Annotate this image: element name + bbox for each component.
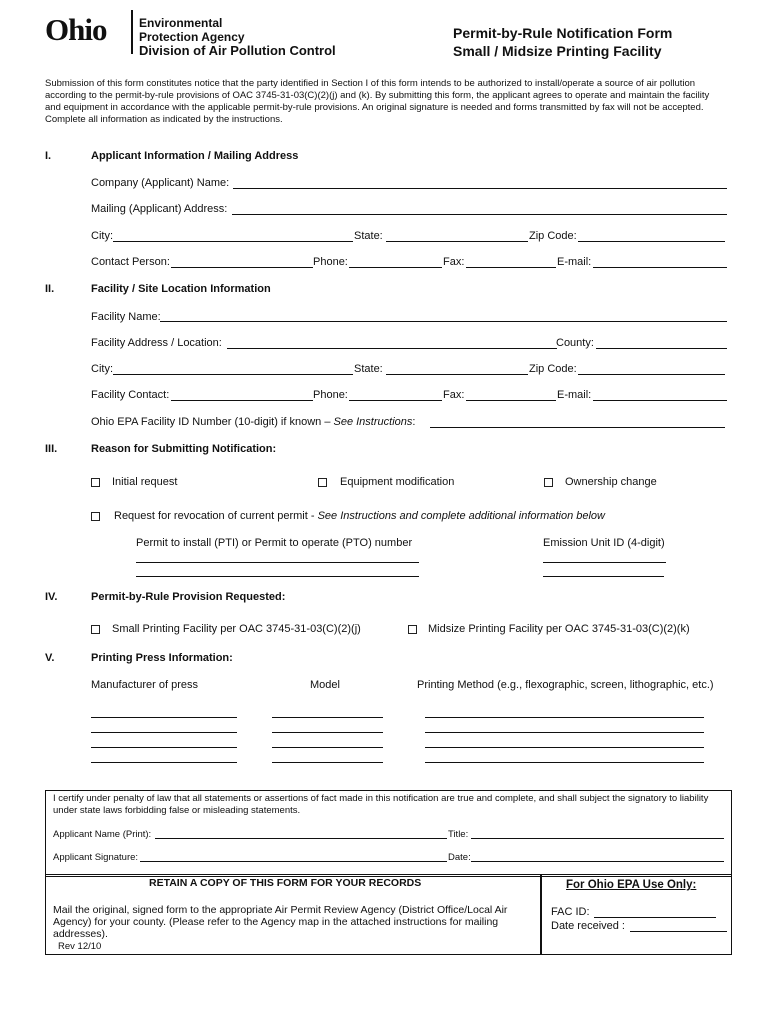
permit-number-field-2[interactable] (136, 576, 419, 577)
manufacturer-field-1[interactable] (91, 717, 237, 718)
section-2-title: Facility / Site Location Information (91, 283, 271, 295)
section-5-title: Printing Press Information: (91, 652, 233, 664)
facility-phone-field[interactable] (349, 400, 442, 401)
mailing-address-field[interactable] (232, 214, 727, 215)
midsize-printing-label: Midsize Printing Facility per OAC 3745-31-03(C)(2)(k) (428, 623, 690, 635)
intro-paragraph: Submission of this form constitutes notice that the party identified in Section I of this form intends to be authorized to install/operate a source of air pollution according to the permit-by-rule provisions of OAC 3745-31-03(C)(2)(j) and (k). By submitting this form, the applicant agrees to operate and maintain the facility and equipment in accordance with the applicable permit-by-rule provisions. An original signature is needed and forms transmitted by fax will not be accepted. Complete all information as indicated by the instructions. (45, 78, 710, 125)
emission-unit-id-field-2[interactable] (543, 576, 664, 577)
facility-address-label: Facility Address / Location: (91, 337, 222, 349)
mailing-instructions: Mail the original, signed form to the appropriate Air Permit Review Agency (District Office/Local Air Agency) for your county. (Please refer to the Agency map in the attached instructions for mailing addresses). (53, 904, 508, 940)
facility-fax-field[interactable] (466, 400, 556, 401)
section-5-number: V. (45, 652, 55, 664)
small-printing-label: Small Printing Facility per OAC 3745-31-03(C)(2)(j) (112, 623, 361, 635)
manufacturer-field-3[interactable] (91, 747, 237, 748)
applicant-zip-field[interactable] (578, 241, 725, 242)
ohio-logo-text: Ohio (45, 12, 107, 47)
revocation-checkbox[interactable] (91, 512, 100, 521)
manufacturer-field-4[interactable] (91, 762, 237, 763)
facility-zip-field[interactable] (578, 374, 725, 375)
small-printing-checkbox[interactable] (91, 625, 100, 634)
facility-email-field[interactable] (593, 400, 727, 401)
applicant-name-field[interactable] (155, 838, 447, 839)
midsize-printing-checkbox[interactable] (408, 625, 417, 634)
section-4-number: IV. (45, 591, 58, 603)
initial-request-label: Initial request (112, 476, 178, 488)
initial-request-checkbox[interactable] (91, 478, 100, 487)
facility-county-label: County: (556, 337, 594, 349)
agency-line1: Environmental (139, 16, 223, 30)
facility-state-field[interactable] (386, 374, 528, 375)
facility-email-label: E-mail: (557, 389, 592, 401)
facility-name-label: Facility Name: (91, 311, 161, 323)
applicant-city-field[interactable] (113, 241, 353, 242)
model-field-2[interactable] (272, 732, 383, 733)
manufacturer-field-2[interactable] (91, 732, 237, 733)
applicant-signature-label: Applicant Signature: (53, 852, 139, 863)
applicant-state-field[interactable] (386, 241, 528, 242)
epa-use-only-heading: For Ohio EPA Use Only: (566, 879, 697, 891)
signature-date-label: Date: (448, 852, 471, 863)
model-field-4[interactable] (272, 762, 383, 763)
permit-number-label: Permit to install (PTI) or Permit to operate (PTO) number (136, 537, 413, 549)
facility-contact-label: Facility Contact: (91, 389, 170, 401)
applicant-email-label: E-mail: (557, 256, 592, 268)
signature-date-field[interactable] (471, 861, 724, 862)
facility-id-field[interactable] (430, 427, 725, 428)
facility-county-field[interactable] (596, 348, 727, 349)
printing-method-column-header: Printing Method (e.g., flexographic, screen, lithographic, etc.) (417, 679, 714, 691)
facility-contact-field[interactable] (171, 400, 313, 401)
revocation-note: See Instructions and complete additional information below (317, 510, 605, 522)
applicant-fax-field[interactable] (466, 267, 556, 268)
applicant-zip-label: Zip Code: (529, 230, 577, 242)
form-title-line2: Small / Midsize Printing Facility (453, 43, 662, 59)
equipment-modification-label: Equipment modification (340, 476, 455, 488)
revocation-label (114, 510, 605, 523)
manufacturer-column-header: Manufacturer of press (91, 679, 198, 691)
revocation-label-text: Request for revocation of current permit - (114, 510, 318, 522)
contact-person-field[interactable] (171, 267, 313, 268)
emission-unit-id-field-1[interactable] (543, 562, 666, 563)
facility-phone-label: Phone: (313, 389, 348, 401)
ownership-change-label: Ownership change (565, 476, 657, 488)
retain-copy-heading: RETAIN A COPY OF THIS FORM FOR YOUR RECORDS (149, 877, 422, 889)
section-3-number: III. (45, 443, 58, 455)
applicant-title-field[interactable] (471, 838, 724, 839)
applicant-title-label: Title: (448, 829, 469, 840)
facility-id-colon: : (412, 416, 416, 428)
equipment-modification-checkbox[interactable] (318, 478, 327, 487)
date-received-field[interactable] (630, 931, 727, 932)
division-name: Division of Air Pollution Control (139, 43, 336, 58)
facility-state-label: State: (354, 363, 383, 375)
section-1-number: I. (45, 150, 52, 162)
printing-method-field-3[interactable] (425, 747, 704, 748)
section-3-title: Reason for Submitting Notification: (91, 443, 277, 455)
date-received-label: Date received : (551, 920, 625, 932)
facility-name-field[interactable] (160, 321, 727, 322)
facility-fax-label: Fax: (443, 389, 465, 401)
printing-method-field-2[interactable] (425, 732, 704, 733)
section-1-title: Applicant Information / Mailing Address (91, 150, 299, 162)
mailing-address-label: Mailing (Applicant) Address: (91, 203, 228, 215)
applicant-city-label: City: (91, 230, 113, 242)
applicant-signature-field[interactable] (140, 861, 447, 862)
applicant-phone-label: Phone: (313, 256, 348, 268)
model-field-1[interactable] (272, 717, 383, 718)
emission-unit-id-label: Emission Unit ID (4-digit) (543, 537, 665, 549)
logo-divider (131, 10, 133, 54)
company-name-label: Company (Applicant) Name: (91, 177, 230, 189)
facility-id-see-instructions: See Instructions (333, 416, 413, 428)
model-column-header: Model (310, 679, 340, 691)
facility-id-label (91, 416, 415, 429)
model-field-3[interactable] (272, 747, 383, 748)
printing-method-field-1[interactable] (425, 717, 704, 718)
facility-id-label-text: Ohio EPA Facility ID Number (10-digit) if known – (91, 416, 334, 428)
applicant-email-field[interactable] (593, 267, 727, 268)
applicant-state-label: State: (354, 230, 383, 242)
fac-id-field[interactable] (594, 917, 716, 918)
applicant-phone-field[interactable] (349, 267, 442, 268)
company-name-field[interactable] (233, 188, 727, 189)
applicant-name-label: Applicant Name (Print): (53, 829, 152, 840)
printing-method-field-4[interactable] (425, 762, 704, 763)
facility-city-label: City: (91, 363, 113, 375)
agency-line2: Protection Agency (139, 30, 245, 44)
certification-statement: I certify under penalty of law that all statements or assertions of fact made in this notification are true and complete, and shall subject the signatory to liability under state laws forbidding false or misleading statements. (53, 793, 709, 816)
section-4-title: Permit-by-Rule Provision Requested: (91, 591, 286, 603)
revision-label: Rev 12/10 (58, 941, 102, 952)
contact-person-label: Contact Person: (91, 256, 170, 268)
facility-address-field[interactable] (227, 348, 557, 349)
facility-zip-label: Zip Code: (529, 363, 577, 375)
ownership-change-checkbox[interactable] (544, 478, 553, 487)
fac-id-label: FAC ID: (551, 906, 590, 918)
form-title-line1: Permit-by-Rule Notification Form (453, 25, 673, 41)
permit-number-field-1[interactable] (136, 562, 419, 563)
applicant-fax-label: Fax: (443, 256, 465, 268)
facility-city-field[interactable] (113, 374, 353, 375)
section-2-number: II. (45, 283, 55, 295)
